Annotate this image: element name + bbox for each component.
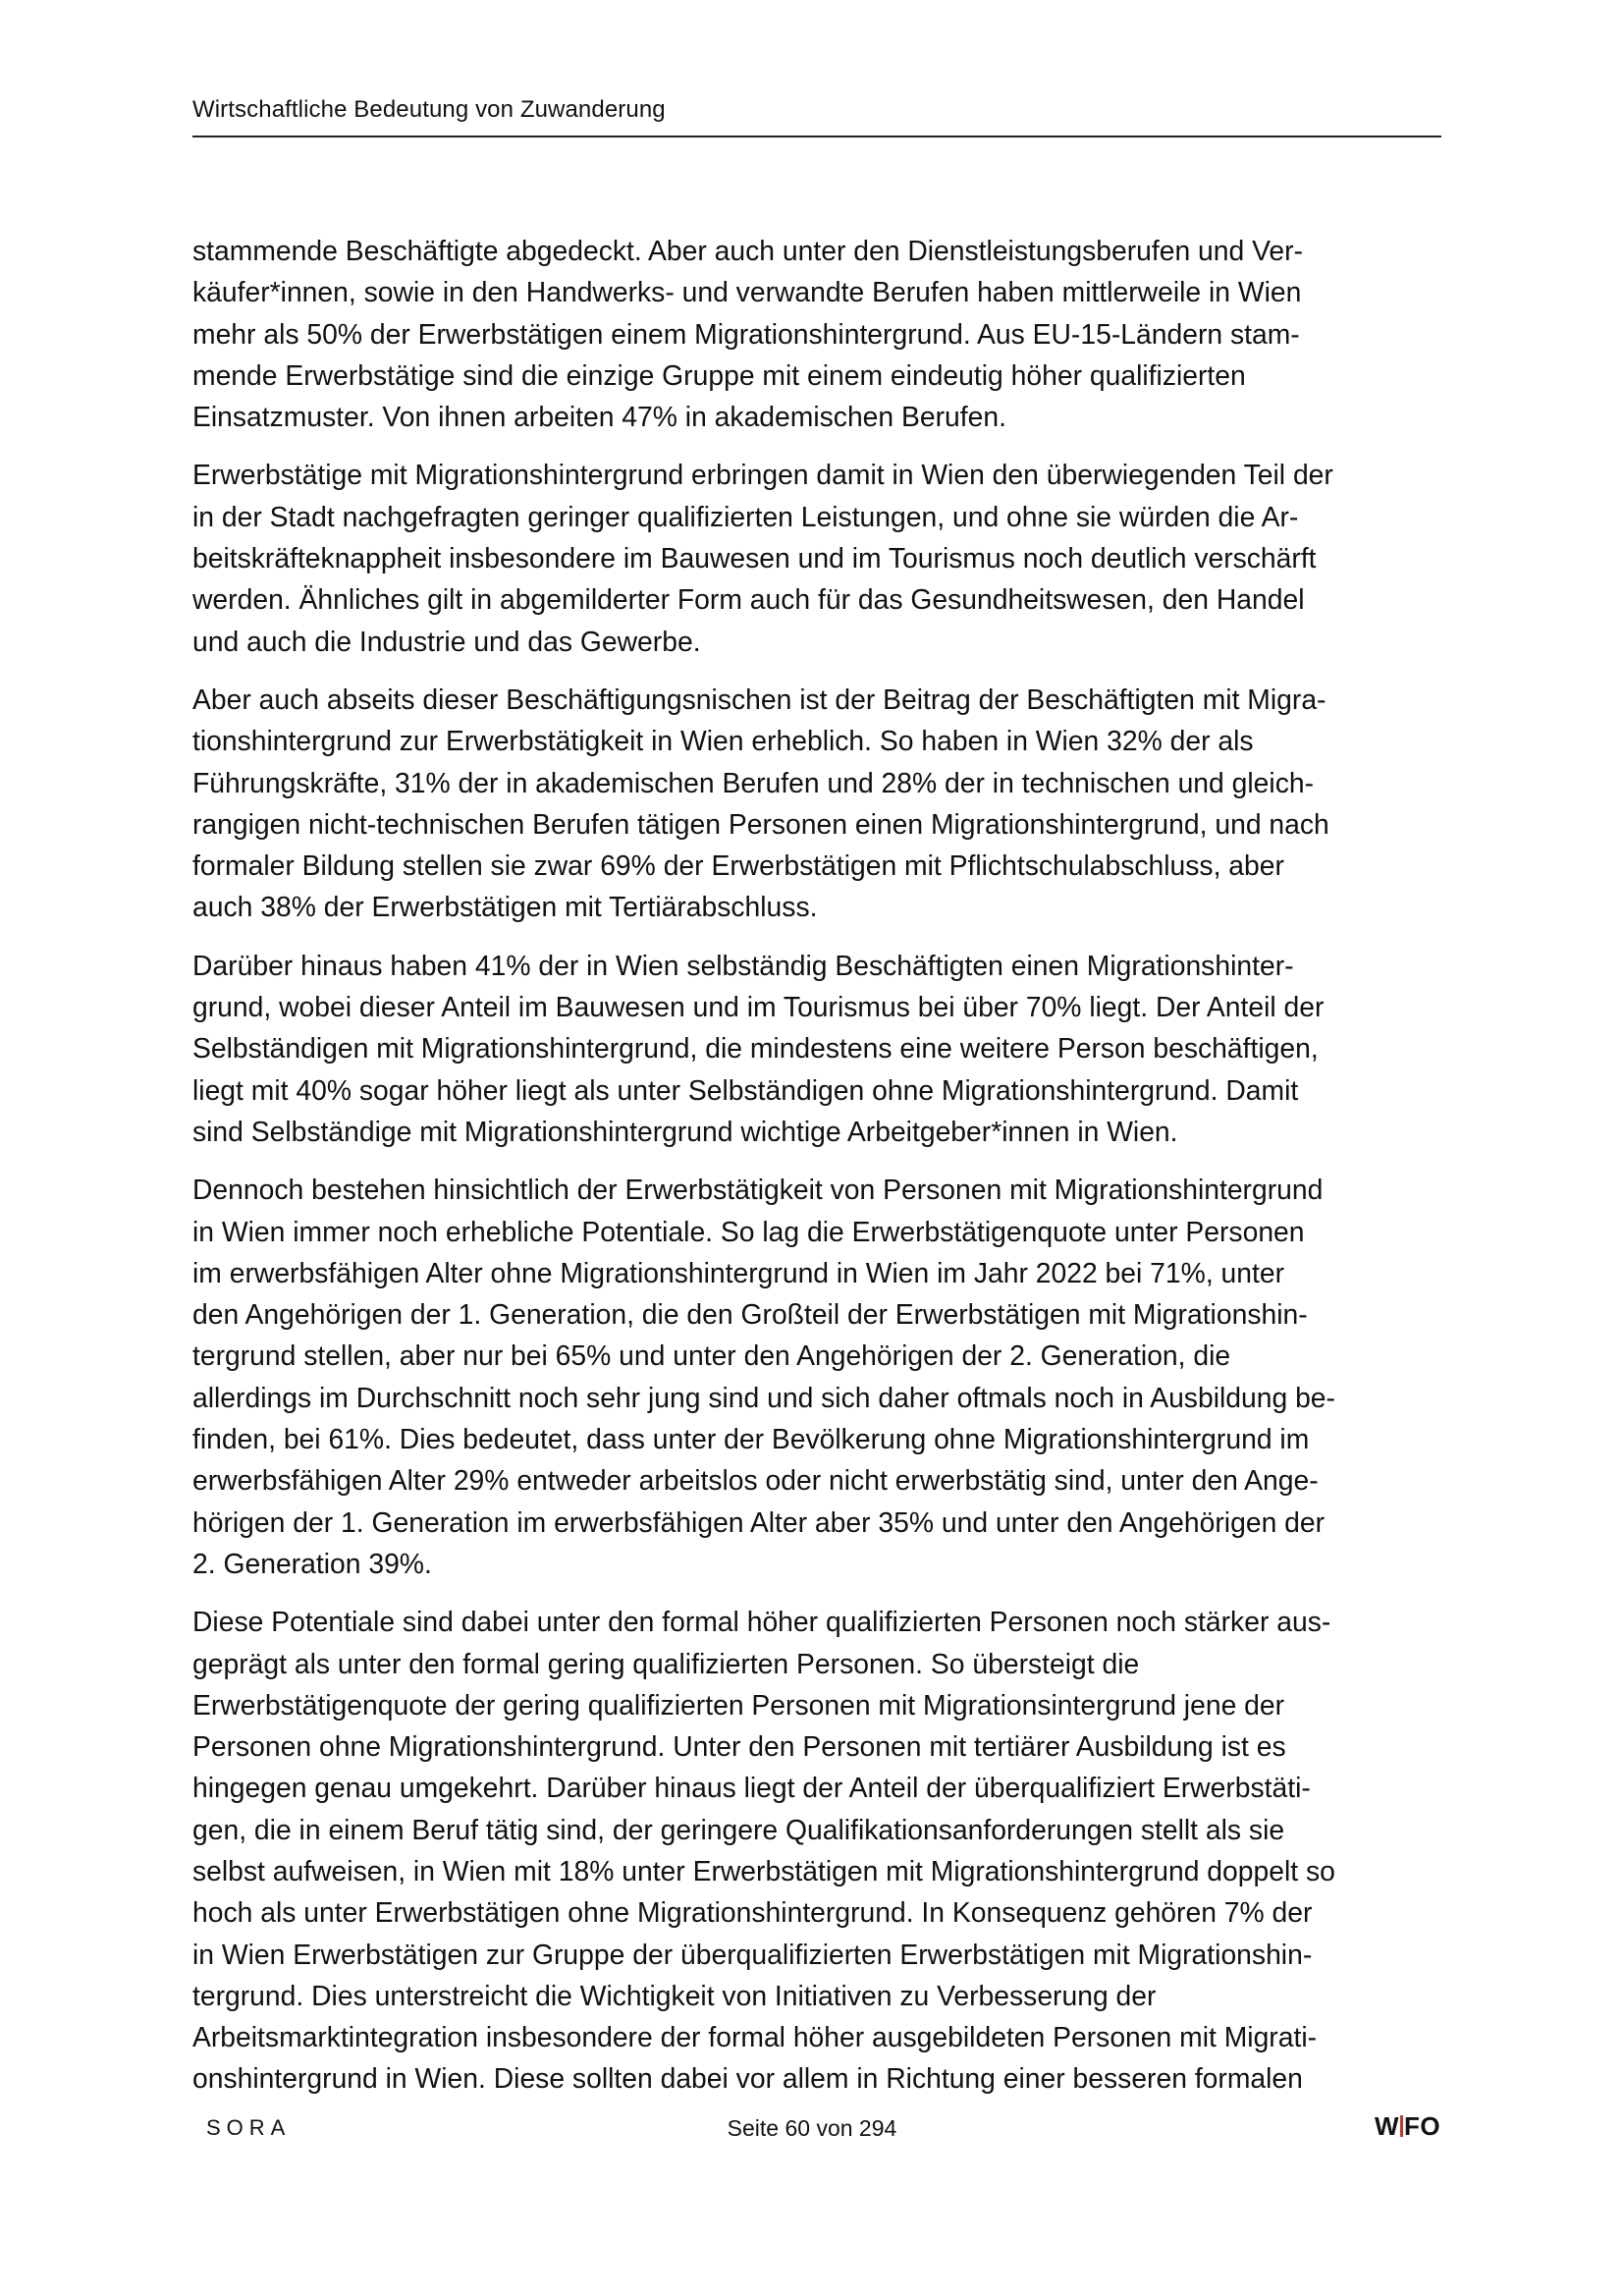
text-line: hoch als unter Erwerbstätigen ohne Migrationshintergrund. In Konsequenz gehören 7% der xyxy=(192,1896,1313,1929)
text-line: finden, bei 61%. Dies bedeutet, dass unter der Bevölkerung ohne Migrationshintergrund im xyxy=(192,1423,1310,1455)
paragraph-2 xyxy=(192,454,1441,661)
text-line: onshintergrund in Wien. Diese sollten dabei vor allem in Richtung einer besseren formalen xyxy=(192,2062,1303,2095)
text-line: geprägt als unter den formal gering qualifizierten Personen. So übersteigt die xyxy=(192,1647,1140,1679)
text-line: Selbständigen mit Migrationshintergrund, die mindestens eine weitere Person beschäftigen, xyxy=(192,1032,1319,1065)
text-line: Dennoch bestehen hinsichtlich der Erwerbstätigkeit von Personen mit Migrationshintergrund xyxy=(192,1174,1324,1206)
text-line: und auch die Industrie und das Gewerbe. xyxy=(192,625,701,657)
footer-sora-logo: SORA xyxy=(206,2115,292,2140)
text-line: in Wien immer noch erhebliche Potentiale. So lag die Erwerbstätigenquote unter Personen xyxy=(192,1215,1305,1247)
text-line: tergrund. Dies unterstreicht die Wichtigkeit von Initiativen zu Verbesserung der xyxy=(192,1979,1157,2011)
text-line: Arbeitsmarktintegration insbesondere der formal höher ausgebildeten Personen mit Migrati- xyxy=(192,2021,1318,2053)
text-line: Personen ohne Migrationshintergrund. Unter den Personen mit tertiärer Ausbildung ist es xyxy=(192,1730,1286,1763)
header-rule xyxy=(192,136,1441,137)
text-line: Führungskräfte, 31% der in akademischen Berufen und 28% der in technischen und gleich- xyxy=(192,766,1315,798)
text-line: Aber auch abseits dieser Beschäftigungsnischen ist der Beitrag der Beschäftigten mit Migra- xyxy=(192,683,1326,715)
text-line: 2. Generation 39%. xyxy=(192,1547,432,1579)
text-line: werden. Ähnliches gilt in abgemilderter Form auch für das Gesundheitswesen, den Handel xyxy=(192,583,1305,616)
text-line: hingegen genau umgekehrt. Darüber hinaus liegt der Anteil der überqualifiziert Erwerbstäti- xyxy=(192,1772,1311,1804)
text-line: beitskräfteknappheit insbesondere im Bauwesen und im Tourismus noch deutlich verschärft xyxy=(192,542,1317,574)
text-line: in Wien Erwerbstätigen zur Gruppe der überqualifizierten Erwerbstätigen mit Migrationshin- xyxy=(192,1938,1313,1970)
wifo-logo-fo: FO xyxy=(1404,2111,1441,2141)
paragraph-5 xyxy=(192,1169,1441,1584)
page-number: Seite 60 von 294 xyxy=(727,2115,897,2141)
text-line: gen, die in einem Beruf tätig sind, der geringere Qualifikationsanforderungen stellt als sie xyxy=(192,1813,1285,1845)
running-header: Wirtschaftliche Bedeutung von Zuwanderung xyxy=(192,96,666,123)
text-line: sind Selbständige mit Migrationshintergrund wichtige Arbeitgeber*innen in Wien. xyxy=(192,1115,1178,1147)
text-line: mehr als 50% der Erwerbstätigen einem Migrationshintergrund. Aus EU-15-Ländern stam- xyxy=(192,317,1300,350)
text-line: mende Erwerbstätige sind die einzige Gruppe mit einem eindeutig höher qualifizierten xyxy=(192,358,1246,391)
text-line: käufer*innen, sowie in den Handwerks- und verwandte Berufen haben mittlerweile in Wien xyxy=(192,276,1302,308)
text-line: tionshintergrund zur Erwerbstätigkeit in Wien erheblich. So haben in Wien 32% der als xyxy=(192,725,1254,757)
paragraph-6 xyxy=(192,1601,1441,2100)
text-line: in der Stadt nachgefragten geringer qualifizierten Leistungen, und ohne sie würden die Ar- xyxy=(192,500,1299,532)
text-line: stammende Beschäftigte abgedeckt. Aber auch unter den Dienstleistungsberufen und Ver- xyxy=(192,235,1304,266)
footer-wifo-logo xyxy=(1375,2111,1440,2142)
body-text xyxy=(192,230,1441,2116)
text-line: hörigen der 1. Generation im erwerbsfähigen Alter aber 35% und unter den Angehörigen der xyxy=(192,1505,1326,1538)
text-line: tergrund stellen, aber nur bei 65% und unter den Angehörigen der 2. Generation, die xyxy=(192,1339,1231,1372)
text-line: im erwerbsfähigen Alter ohne Migrationshintergrund in Wien im Jahr 2022 bei 71%, unter xyxy=(192,1256,1285,1288)
text-line: allerdings im Durchschnitt noch sehr jung sind und sich daher oftmals noch in Ausbildung be- xyxy=(192,1381,1335,1413)
text-line: selbst aufweisen, in Wien mit 18% unter Erwerbstätigen mit Migrationshintergrund doppelt so xyxy=(192,1854,1335,1886)
text-line: Erwerbstätige mit Migrationshintergrund erbringen damit in Wien den überwiegenden Teil der xyxy=(192,459,1333,491)
text-line: formaler Bildung stellen sie zwar 69% der Erwerbstätigen mit Pflichtschulabschluss, aber xyxy=(192,849,1284,882)
wifo-logo-w: W xyxy=(1375,2111,1400,2141)
text-line: Erwerbstätigenquote der gering qualifizierten Personen mit Migrationsintergrund jene der xyxy=(192,1688,1285,1721)
text-line: Darüber hinaus haben 41% der in Wien selbständig Beschäftigten einen Migrationshinter- xyxy=(192,949,1294,981)
text-line: rangigen nicht-technischen Berufen tätigen Personen einen Migrationshintergrund, und nach xyxy=(192,807,1329,840)
text-line: auch 38% der Erwerbstätigen mit Tertiärabschluss. xyxy=(192,891,818,923)
wifo-logo-bar xyxy=(1400,2115,1403,2137)
text-line: den Angehörigen der 1. Generation, die den Großteil der Erwerbstätigen mit Migrationshin- xyxy=(192,1298,1308,1331)
paragraph-3 xyxy=(192,679,1441,928)
paragraph-1 xyxy=(192,230,1441,437)
text-line: Diese Potentiale sind dabei unter den formal höher qualifizierten Personen noch stärker aus- xyxy=(192,1606,1331,1638)
paragraph-4 xyxy=(192,945,1441,1152)
text-line: Einsatzmuster. Von ihnen arbeiten 47% in akademischen Berufen. xyxy=(192,401,1006,433)
text-line: liegt mit 40% sogar höher liegt als unter Selbständigen ohne Migrationshintergrund. Damit xyxy=(192,1073,1299,1106)
text-line: erwerbsfähigen Alter 29% entweder arbeitslos oder nicht erwerbstätig sind, unter den Ange- xyxy=(192,1464,1319,1497)
text-line: grund, wobei dieser Anteil im Bauwesen und im Tourismus bei über 70% liegt. Der Anteil der xyxy=(192,991,1325,1023)
